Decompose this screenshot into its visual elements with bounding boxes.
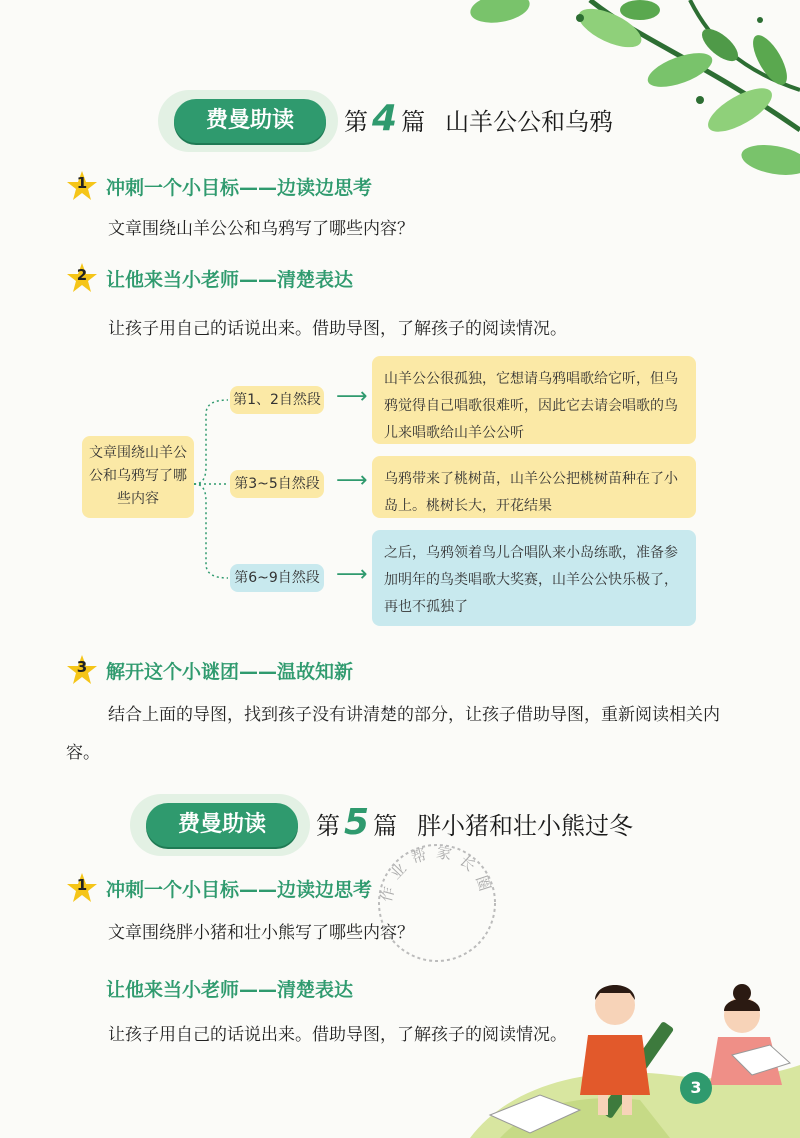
chapter-di: 第 [344, 108, 368, 136]
mindmap-leaf: 之后，乌鸦领着鸟儿合唱队来小岛练歌，准备参加明年的鸟类唱歌大奖赛，山羊公公快乐极了，再也不孤独了 [372, 530, 696, 626]
chapter-4-header [0, 88, 800, 158]
chapter-name: 胖小猪和壮小熊过冬 [417, 812, 634, 840]
chapter-title [344, 98, 613, 139]
chapter-name: 山羊公公和乌鸦 [445, 108, 614, 136]
section-title: 让他来当小老师——清楚表达 [106, 269, 354, 291]
mindmap-branch: 第6~9自然段 [230, 564, 324, 592]
feynman-badge: 费曼助读 [174, 99, 326, 143]
mindmap-root: 文章围绕山羊公公和乌鸦写了哪些内容 [82, 436, 194, 518]
section-number: 3 [76, 658, 88, 676]
page-number: 3 [680, 1072, 712, 1104]
section-title: 冲刺一个小目标——边读边思考 [106, 177, 373, 199]
section-number: 1 [76, 174, 88, 192]
section-1-text: 文章围绕山羊公公和乌鸦写了哪些内容？ [108, 219, 414, 239]
chapter-pian: 篇 [373, 812, 398, 840]
chapter-pian: 篇 [401, 108, 426, 136]
mindmap-connector [194, 396, 234, 586]
section-5-1-text: 文章围绕胖小猪和壮小熊写了哪些内容？ [108, 923, 414, 943]
chapter-title [316, 802, 633, 843]
arrow-right-icon: ⟶ [336, 562, 368, 587]
section-3-text: 结合上面的导图，找到孩子没有讲清楚的部分，让孩子借助导图，重新阅读相关内容。 [66, 705, 720, 763]
chapter-number: 5 [344, 802, 370, 843]
chapter-di: 第 [316, 812, 340, 840]
mindmap-branch: 第3~5自然段 [230, 470, 324, 498]
stamp-text: 作业帮家长圈 [377, 842, 497, 904]
stamp-watermark [372, 838, 502, 968]
mindmap-branch: 第1、2自然段 [230, 386, 324, 414]
chapter-number: 4 [372, 98, 398, 139]
section-title: 让他来当小老师——清楚表达 [106, 979, 354, 1001]
section-number: 2 [76, 266, 88, 284]
arrow-right-icon: ⟶ [336, 384, 368, 409]
section-number: 1 [76, 876, 88, 894]
mindmap-leaf: 山羊公公很孤独，它想请乌鸦唱歌给它听，但乌鸦觉得自己唱歌很难听，因此它去请会唱歌的鸟儿来唱歌给山羊公公听 [372, 356, 696, 444]
section-5-2-text: 让孩子用自己的话说出来。借助导图，了解孩子的阅读情况。 [108, 1025, 567, 1045]
feynman-badge: 费曼助读 [146, 803, 298, 847]
svg-text:作业帮家长圈 [377, 843, 497, 904]
children-reading-illustration [470, 975, 800, 1138]
section-title: 解开这个小谜团——温故知新 [106, 661, 354, 683]
section-2-text: 让孩子用自己的话说出来。借助导图，了解孩子的阅读情况。 [108, 319, 567, 339]
arrow-right-icon: ⟶ [336, 468, 368, 493]
mindmap-leaf: 乌鸦带来了桃树苗，山羊公公把桃树苗种在了小岛上。桃树长大，开花结果 [372, 456, 696, 518]
section-title: 冲刺一个小目标——边读边思考 [106, 879, 373, 901]
